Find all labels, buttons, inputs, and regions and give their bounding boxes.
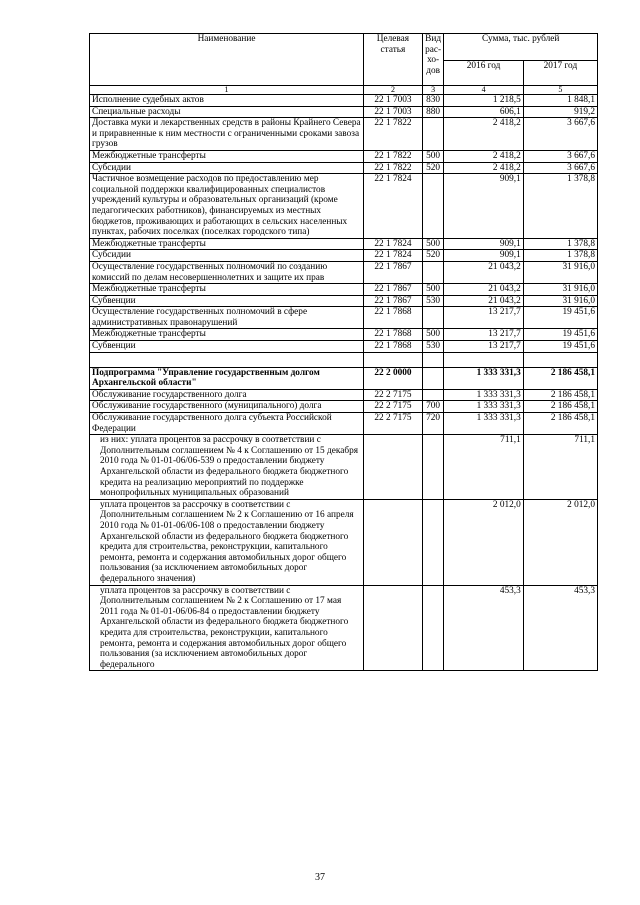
row-name: Межбюджетные трансферты <box>90 150 364 162</box>
table-row <box>90 95 598 107</box>
row-amount-2017: 453,3 <box>523 585 597 671</box>
table-row <box>90 307 598 329</box>
row-target-code: 22 1 7822 <box>364 150 423 162</box>
row-expense-kind <box>422 261 444 283</box>
row-name <box>90 352 364 367</box>
row-expense-kind: 530 <box>422 295 444 307</box>
table-header <box>90 34 598 95</box>
row-name: Субсидии <box>90 250 364 262</box>
table-row <box>90 284 598 296</box>
row-expense-kind: 500 <box>422 150 444 162</box>
column-number: 4 <box>444 86 523 95</box>
column-number: 5 <box>523 86 597 95</box>
row-expense-kind <box>422 118 444 151</box>
row-amount-2017: 919,2 <box>523 106 597 118</box>
row-name: уплата процентов за рассрочку в соответствии с Дополнительным соглашением № 2 к Соглашению от 16 апреля 2010 года № 01-01-06/06-108 о предоставлении бюджету Архангельской области из федерального бюджета бюджетного кредита для строительства, реконструкции, капитального ремонта, ремонта и содержания автомобильных дорог общего пользования (за исключением автомобильных дорог федерального значения) <box>90 499 364 585</box>
row-amount-2016: 606,1 <box>444 106 523 118</box>
row-amount-2016: 909,1 <box>444 238 523 250</box>
row-name: Подпрограмма "Управление государственным долгом Архангельской области" <box>90 367 364 389</box>
table-row <box>90 261 598 283</box>
row-amount-2017: 2 186 458,1 <box>523 367 597 389</box>
header-kind-line: дов <box>426 65 440 76</box>
row-name: Исполнение судебных актов <box>90 95 364 107</box>
header-code: Целевая статья <box>364 34 423 86</box>
row-expense-kind: 700 <box>422 401 444 413</box>
row-name: Субвенции <box>90 341 364 353</box>
row-target-code: 22 1 7822 <box>364 162 423 174</box>
row-amount-2016: 453,3 <box>444 585 523 671</box>
row-amount-2016: 2 418,2 <box>444 162 523 174</box>
row-amount-2016 <box>444 352 523 367</box>
table-row <box>90 295 598 307</box>
row-target-code: 22 2 7175 <box>364 389 423 401</box>
row-target-code: 22 2 7175 <box>364 413 423 435</box>
row-amount-2016: 1 333 331,3 <box>444 413 523 435</box>
header-kind-line: хо- <box>427 55 440 66</box>
column-number: 3 <box>422 86 444 95</box>
column-number: 1 <box>90 86 364 95</box>
row-name: Субсидии <box>90 162 364 174</box>
row-amount-2016: 1 218,5 <box>444 95 523 107</box>
row-amount-2016: 909,1 <box>444 174 523 239</box>
table-row <box>90 238 598 250</box>
row-expense-kind <box>422 389 444 401</box>
row-amount-2017: 1 378,8 <box>523 174 597 239</box>
row-amount-2017: 1 848,1 <box>523 95 597 107</box>
row-amount-2016: 13 217,7 <box>444 341 523 353</box>
row-name: Межбюджетные трансферты <box>90 329 364 341</box>
table-row <box>90 401 598 413</box>
header-year-2017: 2017 год <box>523 61 597 86</box>
row-name: Обслуживание государственного долга субъекта Российской Федерации <box>90 413 364 435</box>
row-amount-2016: 1 333 331,3 <box>444 389 523 401</box>
budget-table <box>89 33 598 671</box>
row-expense-kind: 500 <box>422 238 444 250</box>
table-row <box>90 118 598 151</box>
row-expense-kind: 830 <box>422 95 444 107</box>
row-expense-kind: 520 <box>422 162 444 174</box>
row-amount-2017: 31 916,0 <box>523 261 597 283</box>
row-amount-2017 <box>523 352 597 367</box>
table-row <box>90 413 598 435</box>
row-target-code: 22 2 7175 <box>364 401 423 413</box>
row-expense-kind <box>422 585 444 671</box>
row-expense-kind: 720 <box>422 413 444 435</box>
row-name: Осуществление государственных полномочий по созданию комиссий по делам несовершеннолетних и защите их прав <box>90 261 364 283</box>
row-expense-kind: 520 <box>422 250 444 262</box>
row-amount-2016: 1 333 331,3 <box>444 367 523 389</box>
row-name: Специальные расходы <box>90 106 364 118</box>
row-amount-2016: 21 043,2 <box>444 284 523 296</box>
table-row <box>90 435 598 500</box>
row-amount-2017: 1 378,8 <box>523 238 597 250</box>
row-amount-2016: 13 217,7 <box>444 307 523 329</box>
table-row <box>90 174 598 239</box>
row-amount-2017: 19 451,6 <box>523 329 597 341</box>
table-row <box>90 499 598 585</box>
row-name: Обслуживание государственного долга <box>90 389 364 401</box>
row-target-code <box>364 585 423 671</box>
row-amount-2016: 711,1 <box>444 435 523 500</box>
row-amount-2017: 2 186 458,1 <box>523 401 597 413</box>
header-year-2016: 2016 год <box>444 61 523 86</box>
row-amount-2017: 31 916,0 <box>523 284 597 296</box>
row-expense-kind: 530 <box>422 341 444 353</box>
table-row <box>90 106 598 118</box>
column-number-row <box>90 86 598 95</box>
row-amount-2017: 1 378,8 <box>523 250 597 262</box>
row-amount-2017: 3 667,6 <box>523 162 597 174</box>
row-target-code: 22 1 7868 <box>364 307 423 329</box>
header-name: Наименование <box>90 34 364 86</box>
row-expense-kind <box>422 435 444 500</box>
table-row <box>90 367 598 389</box>
table-row <box>90 341 598 353</box>
row-target-code <box>364 435 423 500</box>
row-target-code: 22 1 7003 <box>364 95 423 107</box>
table-row <box>90 250 598 262</box>
row-amount-2016: 21 043,2 <box>444 295 523 307</box>
header-kind-line: Вид <box>425 34 442 44</box>
row-expense-kind <box>422 367 444 389</box>
row-target-code: 22 1 7867 <box>364 284 423 296</box>
row-amount-2016: 13 217,7 <box>444 329 523 341</box>
row-name: Субвенции <box>90 295 364 307</box>
table-row <box>90 162 598 174</box>
row-target-code: 22 1 7824 <box>364 174 423 239</box>
row-name: Доставка муки и лекарственных средств в районы Крайнего Севера и приравненные к ним местности с ограниченными сроками завоза грузов <box>90 118 364 151</box>
row-target-code <box>364 352 423 367</box>
row-target-code: 22 1 7867 <box>364 295 423 307</box>
row-target-code: 22 2 0000 <box>364 367 423 389</box>
row-expense-kind <box>422 499 444 585</box>
row-name: Межбюджетные трансферты <box>90 238 364 250</box>
row-expense-kind <box>422 307 444 329</box>
row-name: из них: уплата процентов за рассрочку в соответствии с Дополнительным соглашением № 4 к Соглашению от 15 декабря 2010 года № 01-01-06/06-539 о предоставлении бюджету Архангельской области из федерального бюджета бюджетного кредита на реализацию мероприятий по поддержке монопрофильных муниципальных образований <box>90 435 364 500</box>
row-amount-2016: 1 333 331,3 <box>444 401 523 413</box>
row-amount-2016: 21 043,2 <box>444 261 523 283</box>
row-expense-kind: 500 <box>422 329 444 341</box>
column-number: 2 <box>364 86 423 95</box>
table-row <box>90 150 598 162</box>
header-sum: Сумма, тыс. рублей <box>444 34 598 61</box>
row-amount-2017: 2 186 458,1 <box>523 389 597 401</box>
row-amount-2017: 19 451,6 <box>523 307 597 329</box>
header-kind-line: рас- <box>425 44 442 55</box>
row-target-code: 22 1 7868 <box>364 329 423 341</box>
row-name: Частичное возмещение расходов по предоставлению мер социальной поддержки квалифицированных специалистов учреждений культуры и образовательных организаций (кроме педагогических работников), финансируемых из местных бюджетов, проживающих и работающих в сельских населенных пунктах, рабочих поселках (поселках городского типа) <box>90 174 364 239</box>
row-amount-2017: 3 667,6 <box>523 150 597 162</box>
row-target-code: 22 1 7867 <box>364 261 423 283</box>
row-amount-2017: 2 012,0 <box>523 499 597 585</box>
table-body <box>90 95 598 671</box>
row-target-code <box>364 499 423 585</box>
table-row <box>90 329 598 341</box>
row-amount-2017: 711,1 <box>523 435 597 500</box>
table-row <box>90 389 598 401</box>
row-amount-2016: 2 012,0 <box>444 499 523 585</box>
page-number: 37 <box>315 872 325 883</box>
row-amount-2017: 19 451,6 <box>523 341 597 353</box>
row-target-code: 22 1 7824 <box>364 238 423 250</box>
row-name: уплата процентов за рассрочку в соответствии с Дополнительным соглашением № 2 к Соглашению от 17 мая 2011 года № 01-01-06/06-84 о предоставлении бюджету Архангельской области из федерального бюджета бюджетного кредита для строительства, реконструкции, капитального ремонта, ремонта и содержания автомобильных дорог общего пользования (за исключением автомобильных дорог федерального <box>90 585 364 671</box>
row-amount-2016: 2 418,2 <box>444 150 523 162</box>
row-amount-2017: 3 667,6 <box>523 118 597 151</box>
row-amount-2016: 2 418,2 <box>444 118 523 151</box>
row-name: Осуществление государственных полномочий в сфере административных правонарушений <box>90 307 364 329</box>
table-row <box>90 585 598 671</box>
blank-row <box>90 352 598 367</box>
row-name: Межбюджетные трансферты <box>90 284 364 296</box>
row-expense-kind: 500 <box>422 284 444 296</box>
header-kind <box>422 34 444 86</box>
row-amount-2017: 31 916,0 <box>523 295 597 307</box>
row-expense-kind: 880 <box>422 106 444 118</box>
row-expense-kind <box>422 174 444 239</box>
row-amount-2016: 909,1 <box>444 250 523 262</box>
row-target-code: 22 1 7824 <box>364 250 423 262</box>
row-target-code: 22 1 7003 <box>364 106 423 118</box>
row-name: Обслуживание государственного (муниципального) долга <box>90 401 364 413</box>
row-amount-2017: 2 186 458,1 <box>523 413 597 435</box>
row-target-code: 22 1 7822 <box>364 118 423 151</box>
row-target-code: 22 1 7868 <box>364 341 423 353</box>
row-expense-kind <box>422 352 444 367</box>
